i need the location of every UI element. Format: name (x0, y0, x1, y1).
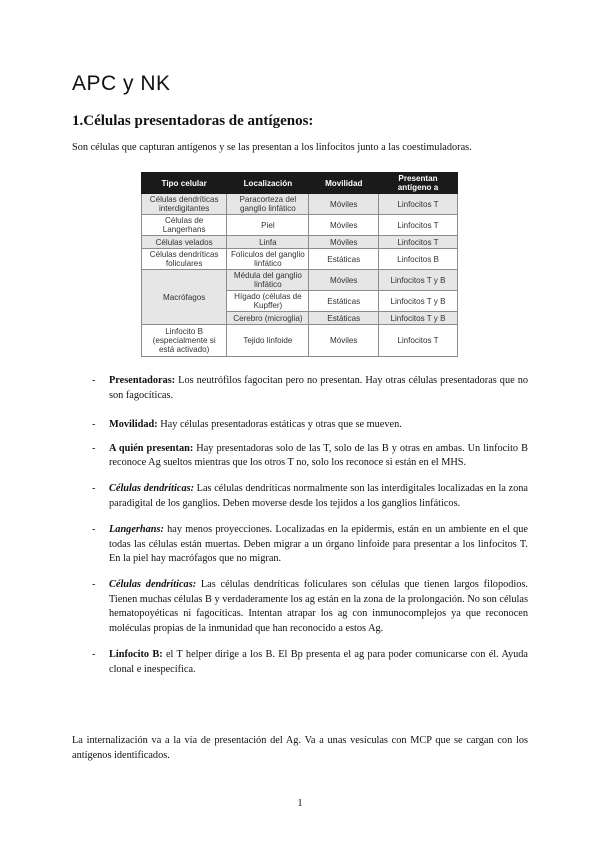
table-header-row (142, 173, 458, 194)
table-cell: Médula del ganglio linfático (227, 270, 309, 291)
table-cell: Cerebro (microglia) (227, 312, 309, 325)
list-item-text: el T helper dirige a los B. El Bp presenta el ag para poder comunicarse con él. Ayuda clonal e inespecífica. (109, 649, 528, 675)
table-cell: Células de Langerhans (142, 215, 227, 236)
list-item-text: hay menos proyecciones. Localizadas en la epidermis, están en un ambiente en el que todas las células están muertas. Deben migrar a un órgano linfoide para presentar a los linfocitos T. En la piel hay macrófagos que no migran. (109, 524, 528, 565)
table-cell: Células dendríticas foliculares (142, 249, 227, 270)
table-row (142, 325, 458, 357)
list-item-text: Hay presentadoras solo de las T, solo de las B y otras en ambas. Un linfocito B reconoce Ag sueltos mientras que los otros T no, solo los reconoce si están en el MHS. (109, 442, 528, 469)
list-item-term: Células dendríticas: (109, 482, 195, 494)
table-cell: Paracorteza del ganglio linfático (227, 194, 309, 215)
table-cell: Móviles (309, 236, 379, 249)
section-heading: 1.Células presentadoras de antígenos: (72, 113, 314, 129)
table-cell: Móviles (309, 215, 379, 236)
list-item-term: A quién presentan: (109, 442, 194, 454)
list-item-text: Las células dendríticas foliculares son células que tienen largos filopodios. Tienen muchas células B y verdaderamente los ag están en la zona de la prolongación. No son células hematopoyéticas ni fagocíticas. Intentan atrapar los ag con inmunocomplejos ya que reconocen moléculas propias de la inmunidad que han reconocido a estos Ag. (109, 578, 528, 634)
apc-table (141, 172, 458, 357)
table-cell: Hígado (células de Kupffer) (227, 291, 309, 312)
table-cell: Estáticas (309, 291, 379, 312)
table-cell: Folículos del ganglio linfático (227, 249, 309, 270)
table-cell: Estáticas (309, 249, 379, 270)
list-item-term: Presentadoras: (109, 375, 176, 386)
list-item: - Movilidad: Hay células presentadoras estáticas y otras que se mueven. (92, 419, 402, 431)
table-cell: Linfocitos T y B (378, 291, 457, 312)
list-item-term: Langerhans: (109, 524, 164, 536)
list-item-term: Linfocito B: (109, 649, 163, 661)
table-row (142, 236, 458, 249)
header-cell: Tipo celular (142, 173, 227, 194)
table-cell: Móviles (309, 325, 379, 357)
table-cell: Linfa (227, 236, 309, 249)
table-cell: Linfocitos B (378, 249, 457, 270)
list-item: - A quién presentan: Hay presentadoras solo de las T, solo de las B y otras en ambas. Un linfocito B reconoce Ag sueltos mientras que los otros T no, solo los reconoce si están en el MHS. (92, 442, 528, 469)
table-cell: Móviles (309, 270, 379, 291)
table-row (142, 215, 458, 236)
table-cell: Linfocitos T (378, 215, 457, 236)
document-title: APC y NK (72, 72, 171, 95)
list-item-text: Hay células presentadoras estáticas y otras que se mueven. (157, 419, 402, 431)
list-item-text: Las células dendríticas normalmente son las interdigitales localizadas en la zona paradigital de los ganglios. Deben moverse desde los tejidos a los ganglios linfáticos. (109, 482, 528, 509)
header-cell: Localización (227, 173, 309, 194)
header-cell: Presentan antígeno a (378, 173, 457, 194)
list-item: - Presentadoras: Los neutrófilos fagocitan pero no presentan. Hay otras células presentadoras que no son fagocíticas. (92, 375, 528, 401)
list-item: - Células dendríticas: Las células dendríticas normalmente son las interdigitales localizadas en la zona paradigital de los ganglios. Deben moverse desde los tejidos a los ganglios linfáticos. (92, 482, 528, 509)
table-row (142, 194, 458, 215)
closing-paragraph: La internalización va a la vía de presentación del Ag. Va a unas vesículas con MCP que se cargan con los antígenos identificados. (72, 735, 528, 761)
list-item: - Linfocito B: el T helper dirige a los B. El Bp presenta el ag para poder comunicarse con él. Ayuda clonal e inespecífica. (92, 649, 528, 675)
table-cell: Linfocitos T y B (378, 312, 457, 325)
list-item: - Langerhans: hay menos proyecciones. Localizadas en la epidermis, están en un ambiente en el que todas las células están muertas. Deben migrar a un órgano linfoide para presentar a los linfocitos T. En la piel hay macrófagos que no migran. (92, 524, 528, 565)
header-cell: Movilidad (309, 173, 379, 194)
table-cell: Linfocitos T (378, 325, 457, 357)
table-cell: Linfocitos T y B (378, 270, 457, 291)
table-cell: Móviles (309, 194, 379, 215)
table-cell: Linfocito B (especialmente si está activado) (142, 325, 227, 357)
list-item-term: Movilidad: (109, 419, 158, 431)
notes-list (92, 374, 528, 678)
table-row (142, 270, 458, 291)
table-cell: Linfocitos T (378, 236, 457, 249)
table-cell: Estáticas (309, 312, 379, 325)
table-cell-macrofagos: Macrófagos (142, 270, 227, 325)
table-cell: Células dendríticas interdigitantes (142, 194, 227, 215)
list-item-term: Células dendríticas: (109, 578, 197, 590)
list-item: - Células dendríticas: Las células dendríticas foliculares son células que tienen largos filopodios. Tienen muchas células B y verdaderamente los ag están en la zona de la prolongación. No son células hematopoyéticas ni fagocíticas. Intentan atrapar los ag con inmunocomplejos ya que reconocen moléculas propias de la inmunidad que han reconocido a estos Ag. (92, 578, 528, 634)
table-row (142, 249, 458, 270)
list-item-text: Los neutrófilos fagocitan pero no presentan. Hay otras células presentadoras que no son fagocíticas. (109, 375, 528, 401)
table-cell: Tejido linfoide (227, 325, 309, 357)
table-cell: Células velados (142, 236, 227, 249)
table-cell: Piel (227, 215, 309, 236)
table-cell: Linfocitos T (378, 194, 457, 215)
section-intro: Son células que capturan antígenos y se las presentan a los linfocitos junto a las coestimuladoras. (72, 142, 472, 153)
page-number: 1 (297, 798, 303, 809)
